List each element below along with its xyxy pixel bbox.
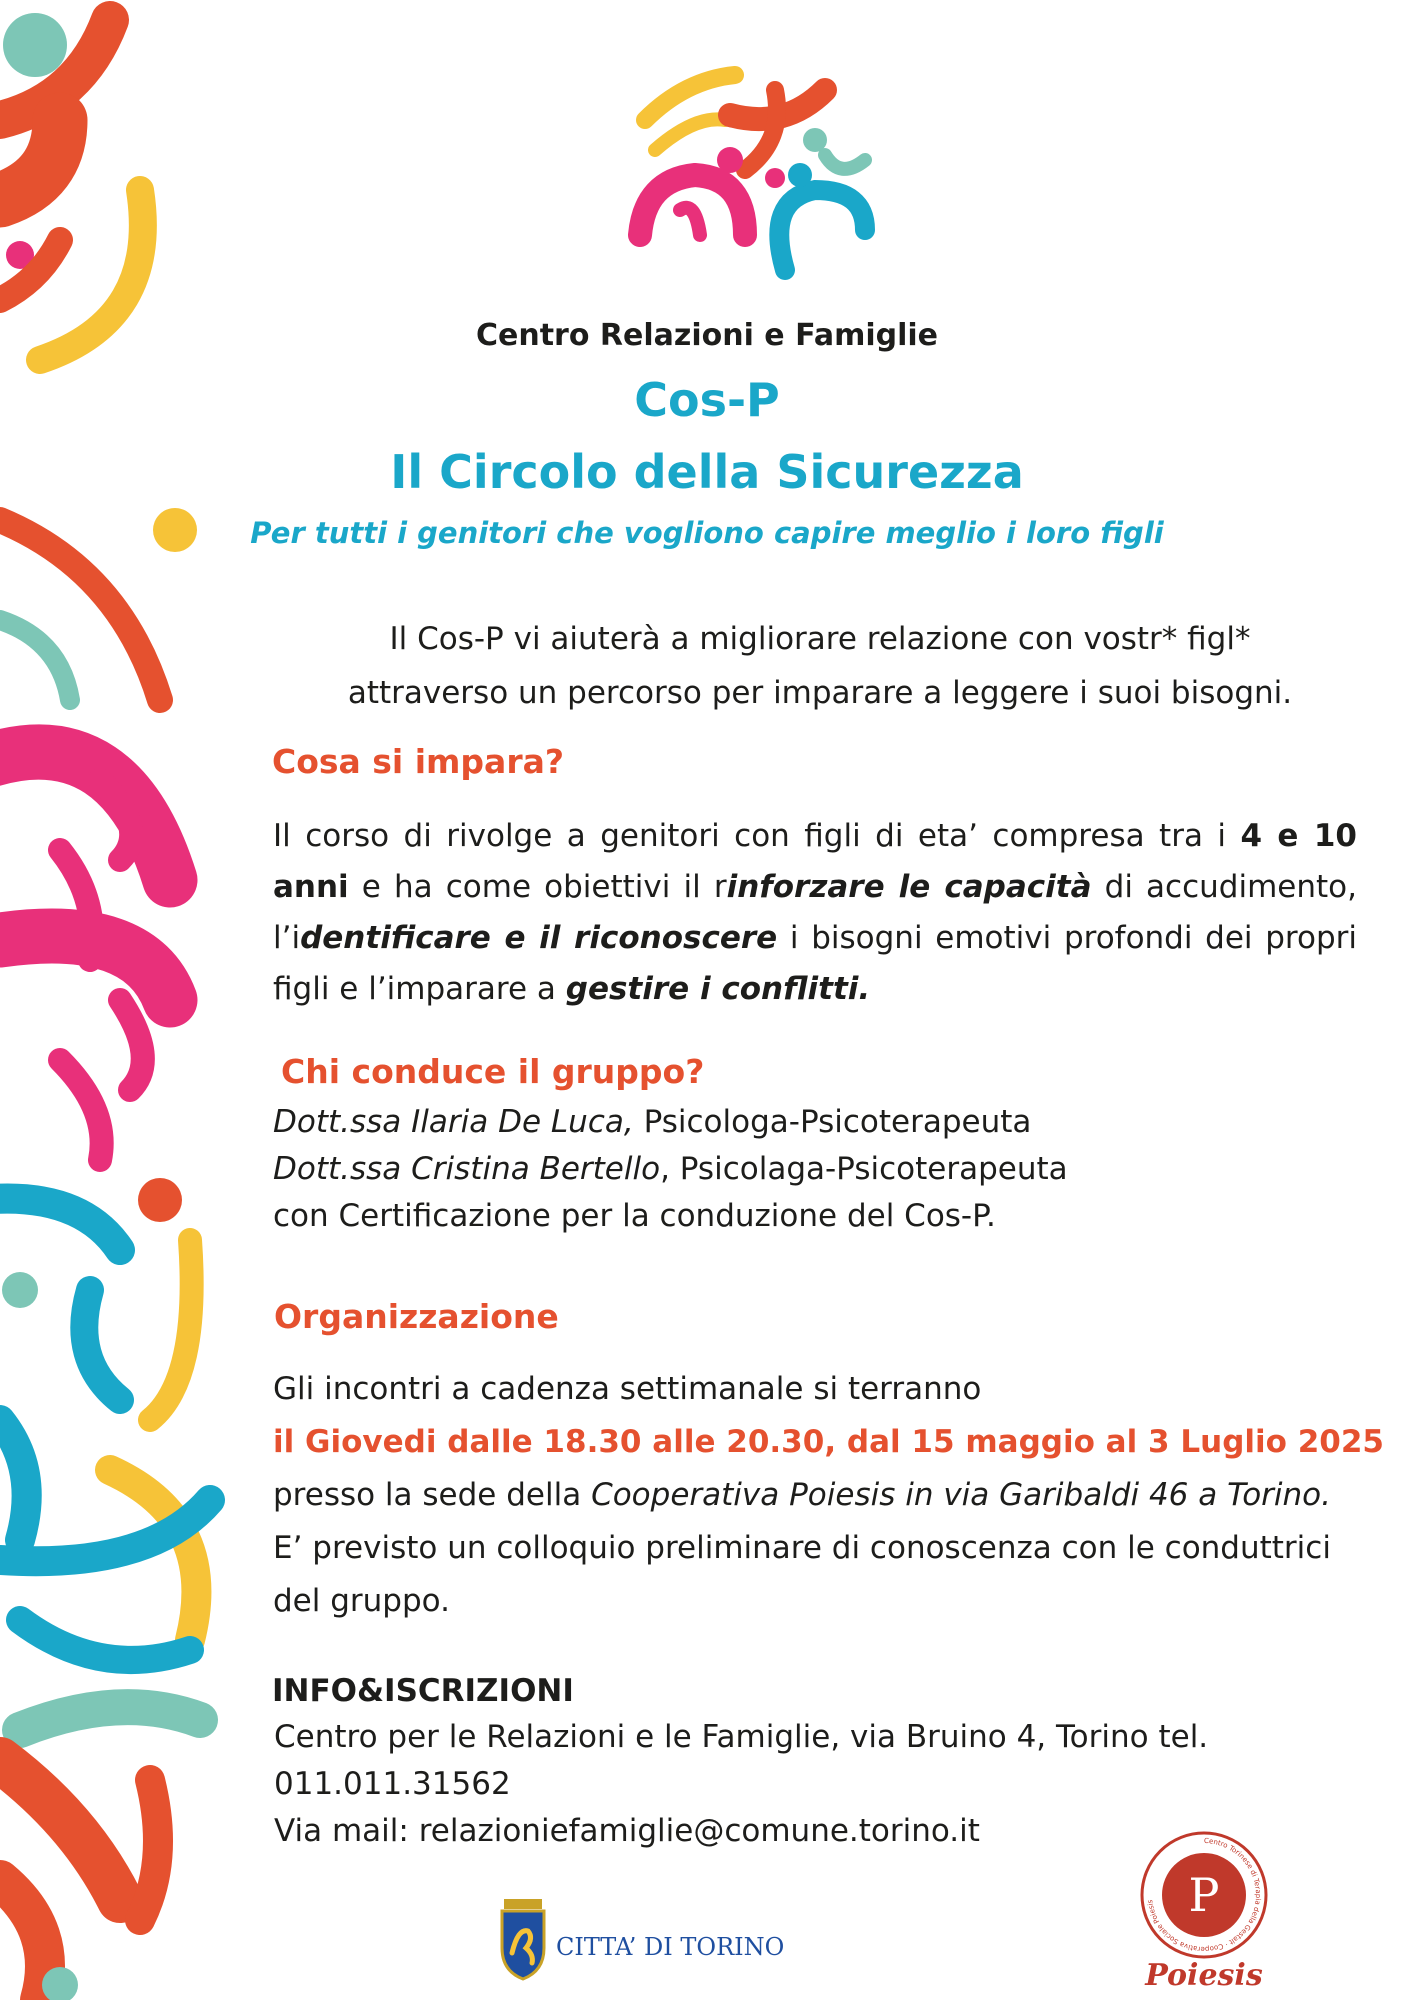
schedule-text: il Giovedi dalle 18.30 alle 20.30, dal 15 maggio al 3 Luglio 2025 — [273, 1424, 1385, 1460]
certification-line: con Certificazione per la conduzione del Cos-P. — [273, 1198, 996, 1234]
text: di accudimento, l’i — [273, 869, 1357, 956]
conductor-role: Psicologa-Psicoterapeuta — [633, 1104, 1032, 1140]
section-heading-chi-conduce: Chi conduce il gruppo? — [281, 1052, 705, 1091]
age-range: 4 e 10 anni — [273, 818, 1357, 905]
section-heading-cosa-si-impara: Cosa si impara? — [272, 742, 565, 781]
conductor-line — [273, 1099, 1357, 1146]
conductor-line — [273, 1146, 1357, 1193]
goal-text: inforzare le capacità — [726, 869, 1092, 905]
centro-famiglie-logo — [625, 60, 895, 300]
intro-line: attraverso un percorso per imparare a leggere i suoi bisogni. — [347, 675, 1293, 711]
poiesis-letter: P — [1188, 1868, 1220, 1922]
intro-line: Il Cos-P vi aiuterà a migliorare relazione con vostr* figl* — [389, 621, 1251, 657]
torino-logo-text: CITTA’ DI TORINO — [556, 1933, 785, 1961]
goal-text: gestire i conflitti. — [565, 971, 871, 1007]
crown-icon — [504, 1899, 542, 1909]
conductor-name: Dott.ssa Ilaria De Luca, — [273, 1104, 634, 1140]
text: presso la sede della — [273, 1477, 592, 1513]
poiesis-logo-text: Poiesis — [1145, 1958, 1263, 1993]
poiesis-ring-text: Centro Torinese di Terapia della Gestalt · Cooperativa Sociale Poiesis — [1146, 1836, 1262, 1954]
contact-address: Centro per le Relazioni e le Famiglie, via Bruino 4, Torino tel. — [274, 1719, 1209, 1755]
page-title: Cos-P — [634, 373, 780, 427]
venue-name: Cooperativa Poiesis — [591, 1477, 896, 1513]
text: E’ previsto un colloquio preliminare di conoscenza con le conduttrici del gruppo. — [273, 1530, 1331, 1619]
venue-address: in via Garibaldi 46 a Torino. — [905, 1477, 1331, 1513]
contact-phone: 011.011.31562 — [274, 1766, 511, 1802]
contact-email[interactable]: Via mail: relazioniefamiglie@comune.torino.it — [274, 1813, 980, 1849]
section-heading-organizzazione: Organizzazione — [274, 1297, 559, 1336]
decorative-side-pattern — [0, 0, 230, 2000]
text: Gli incontri a cadenza settimanale si terranno — [273, 1371, 982, 1407]
poiesis-logo — [1134, 1825, 1274, 1995]
goal-text: dentificare e il riconoscere — [300, 920, 778, 956]
conductor-role: , Psicolaga-Psicoterapeuta — [660, 1151, 1068, 1187]
text: e ha come obiettivi il r — [348, 869, 727, 905]
organization-name: Centro Relazioni e Famiglie — [475, 318, 939, 353]
conductor-name: Dott.ssa Cristina Bertello — [273, 1151, 661, 1187]
citta-di-torino-logo — [498, 1893, 798, 1983]
shield-icon — [502, 1911, 544, 1979]
subtitle: Per tutti i genitori che vogliono capire meglio i loro figli — [250, 516, 1164, 550]
section-cosa-si-impara-text — [273, 811, 1357, 1015]
section-chi-conduce-text — [273, 1099, 1357, 1240]
text: i bisogni emotivi profondi dei propri figli e l’imparare a — [273, 920, 1358, 1007]
section-organizzazione-text — [273, 1363, 1385, 1628]
intro-paragraph — [240, 612, 1400, 720]
page-title-secondary: Il Circolo della Sicurezza — [390, 445, 1024, 499]
info-heading: INFO&ISCRIZIONI — [272, 1673, 574, 1709]
text: Il corso di rivolge a genitori con figli di eta’ compresa tra i — [273, 818, 1241, 854]
